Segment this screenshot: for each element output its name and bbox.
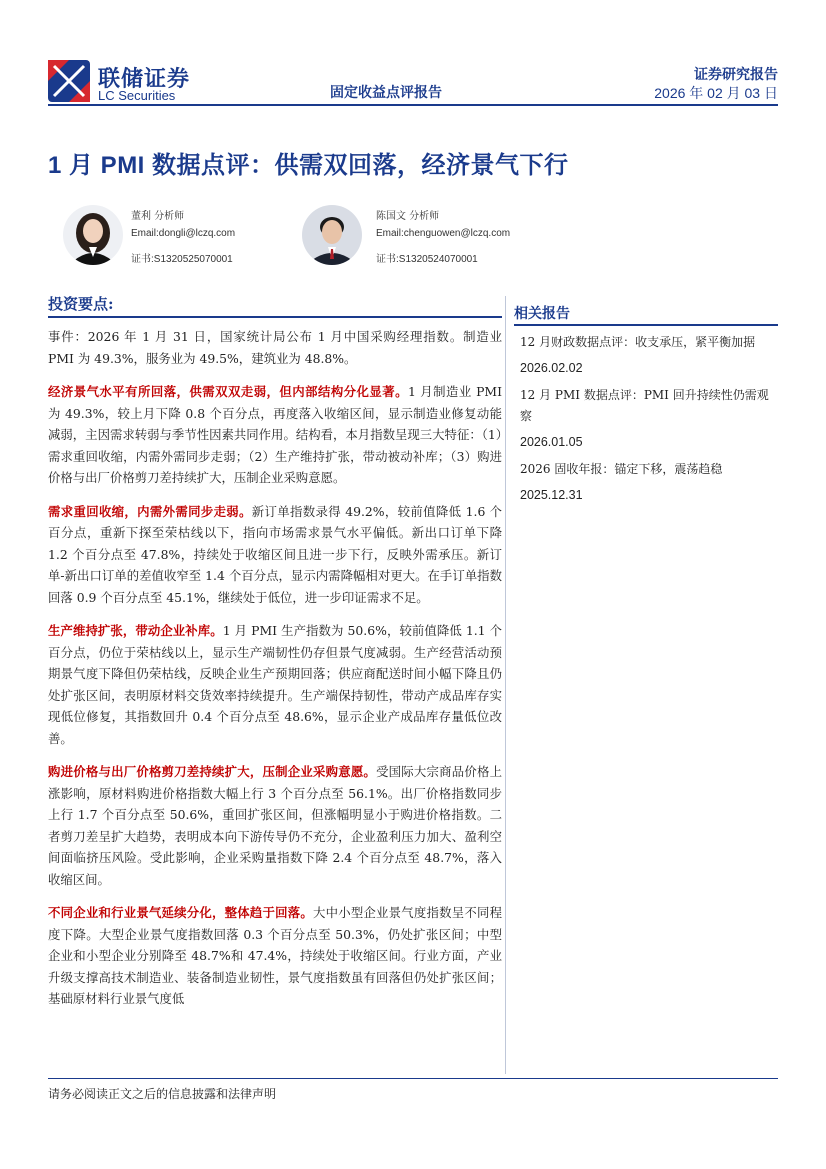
paragraph-lead: 购进价格与出厂价格剪刀差持续扩大，压制企业采购意愿。 (48, 764, 377, 779)
analyst-email: Email:dongli@lczq.com (131, 228, 236, 239)
related-report-date: 2026.02.02 (520, 361, 583, 375)
analyst-name: 陈国文 分析师 (376, 211, 440, 222)
paragraph-text: 事件：2026 年 1 月 31 日，国家统计局公布 1 月中国采购经理指数。制造业 PMI 为 49.3%，服务业为 49.5%，建筑业为 48.8%。 (48, 329, 502, 366)
paragraph-text: 受国际大宗商品价格上涨影响，原材料购进价格指数大幅上行 3 个百分点至 56.1%。出厂价格指数同步上行 1.7 个百分点至 50.6%，重回扩张区间，但涨幅明显小于购进价格指数。二者剪刀差呈扩大趋势，表明成本向下游传导仍不充分，企业盈利压力加大、盈利空间面临挤压风险。受此影响，企业采购量指数下降 2.4 个百分点至 48.7%，落入收缩区间。 (48, 764, 503, 887)
paragraph-lead: 生产维持扩张，带动企业补库。 (48, 623, 223, 638)
paragraph-lead: 经济景气水平有所回落，供需双双走弱，但内部结构分化显著。 (48, 384, 408, 399)
report-type: 证券研究报告 (694, 67, 778, 83)
report-category: 固定收益点评报告 (330, 85, 442, 101)
paragraph (48, 761, 502, 890)
related-report-date: 2025.12.31 (520, 488, 583, 502)
paragraph (48, 381, 502, 489)
analyst-name: 董利 分析师 (131, 211, 185, 222)
paragraph-text: 大中小型企业景气度指数呈不同程度下降。大型企业景气度指数回落 0.3 个百分点至 50.3%，仍处扩张区间；中型企业和小型企业分别降至 48.7%和 47.4%，持续处于收缩区间。行业方面，产业升级支撑高技术制造业、装备制造业韧性，景气度指数虽有回落但仍处扩张区间；基础原材料行业景气度低 (48, 905, 502, 1006)
report-date: 2026 年 02 月 03 日 (654, 85, 778, 101)
logo-text-en: LC Securities (98, 88, 176, 103)
related-report-date: 2026.01.05 (520, 435, 583, 449)
analyst-avatar (63, 205, 123, 265)
logo-icon (48, 60, 90, 102)
analyst-cert: 证书:S1320525070001 (131, 254, 233, 265)
related-report-title[interactable]: 12 月财政数据点评：收支承压，紧平衡加据 (520, 335, 756, 349)
paragraph-text: 1 月制造业 PMI 为 49.3%，较上月下降 0.8 个百分点，再度落入收缩区间，显示制造业修复动能减弱，主因需求转弱与季节性因素共同作用。结构看，本月指数呈现三大特征：（1）需求重回收缩，内需外需同步走弱；（2）生产维持扩张，带动被动补库；（3）购进价格与出厂价格剪刀差持续扩大，压制企业采购意愿。 (48, 384, 503, 485)
footer-divider (48, 1078, 778, 1079)
related-reports-list (520, 332, 772, 512)
analyst-avatar (302, 205, 362, 265)
footer-disclaimer: 请务必阅读正文之后的信息披露和法律声明 (48, 1087, 277, 1101)
paragraph (48, 326, 502, 369)
list-item[interactable] (520, 385, 772, 449)
paragraph (48, 501, 502, 609)
related-reports-heading: 相关报告 (514, 306, 570, 322)
section-divider (48, 316, 502, 318)
page-title: 1 月 PMI 数据点评：供需双回落，经济景气下行 (48, 152, 569, 179)
paragraph-text: 1 月 PMI 生产指数为 50.6%，较前值降低 1.1 个百分点，仍位于荣枯线以上，显示生产端韧性仍存但景气度减弱。生产经营活动预期景气度下降但仍荣枯线，反映企业生产预期回落；供应商配送时间小幅下降且仍处扩张区间，表明原材料交货效率持续提升。生产端保持韧性，带动产成品库存实现低位修复，其指数回升 0.4 个百分点至 48.6%，显示企业产成品库存量低位改善。 (48, 623, 502, 746)
key-points-heading: 投资要点: (48, 295, 114, 313)
paragraph-text: 新订单指数录得 49.2%，较前值降低 1.6 个百分点，重新下探至荣枯线以下，指向市场需求景气水平偏低。新出口订单下降 1.2 个百分点至 47.8%，持续处于收缩区间且进一步下行，反映外需承压。新订单-新出口订单的差值收窄至 1.4 个百分点，显示内需降幅相对更大。在手订单指数回落 0.9 个百分点至 45.1%，继续处于低位，进一步印证需求不足。 (48, 503, 503, 605)
paragraph-lead: 不同企业和行业景气延续分化，整体趋于回落。 (48, 905, 313, 920)
logo-text-cn: 联储证券 (98, 66, 191, 91)
column-divider (505, 296, 506, 1074)
list-item[interactable] (520, 459, 772, 502)
related-report-title[interactable]: 2026 固收年报：锚定下移，震荡趋稳 (520, 462, 723, 476)
analyst-email: Email:chenguowen@lczq.com (376, 228, 511, 239)
list-item[interactable] (520, 332, 772, 375)
paragraph-lead: 需求重回收缩，内需外需同步走弱。 (48, 503, 252, 519)
header-divider (48, 104, 778, 106)
key-points-body (48, 326, 502, 1010)
section-divider (514, 324, 778, 326)
analyst-cert: 证书:S1320524070001 (376, 254, 478, 265)
paragraph (48, 620, 502, 749)
paragraph (48, 902, 502, 1010)
related-report-title[interactable]: 12 月 PMI 数据点评：PMI 回升持续性仍需观察 (520, 388, 769, 423)
